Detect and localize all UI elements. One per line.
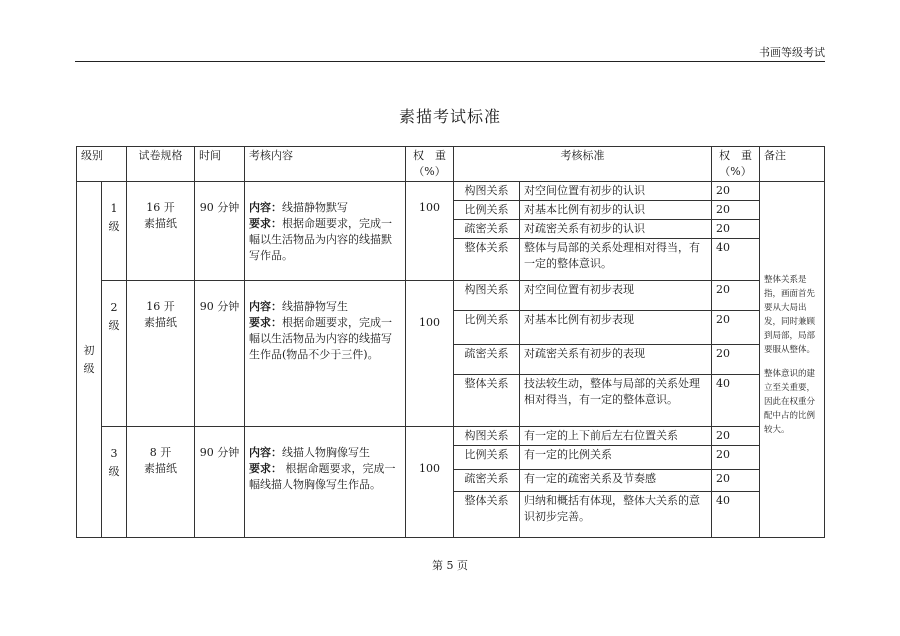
exam-time: 90 分钟: [195, 182, 245, 281]
table-row: [77, 281, 825, 311]
criteria-weight: 40: [712, 375, 760, 427]
table-row: [77, 182, 825, 201]
criteria-weight: 20: [712, 182, 760, 201]
exam-content: 内容：线描静物写生 要求：根据命题要求，完成一幅以生活物品为内容的线描写生作品(物品不少于三件)。: [245, 281, 406, 427]
exam-time: 90 分钟: [195, 427, 245, 538]
criteria-standard: 对疏密关系有初步的认识: [520, 220, 712, 239]
criteria-aspect: 比例关系: [454, 201, 520, 220]
criteria-standard: 对空间位置有初步表现: [520, 281, 712, 311]
criteria-standard: 对基本比例有初步表现: [520, 311, 712, 345]
content-weight: 100: [406, 427, 454, 538]
criteria-weight: 40: [712, 239, 760, 281]
col-weight2-unit: （%）: [719, 165, 752, 178]
standards-table: [76, 146, 825, 538]
col-time: 时间: [195, 147, 245, 182]
col-criteria: 考核标准: [454, 147, 712, 182]
col-weight2: [712, 147, 760, 182]
criteria-standard: 技法较生动，整体与局部的关系处理相对得当，有一定的整体意识。: [520, 375, 712, 427]
grade-number: 3 级: [102, 427, 127, 538]
col-weight: [406, 147, 454, 182]
note-item: 整体关系是指，画面首先要从大局出发，同时兼顾到局部，局部要服从整体。: [764, 274, 816, 355]
criteria-aspect: 疏密关系: [454, 345, 520, 375]
criteria-aspect: 整体关系: [454, 239, 520, 281]
criteria-weight: 20: [712, 281, 760, 311]
criteria-aspect: 比例关系: [454, 311, 520, 345]
criteria-aspect: 构图关系: [454, 182, 520, 201]
page-number: 第 5 页: [432, 559, 468, 572]
table-header-row: [77, 147, 825, 182]
paper-spec: 16 开 素描纸: [127, 281, 195, 427]
col-notes: 备注: [760, 147, 825, 182]
col-paper: 试卷规格: [127, 147, 195, 182]
criteria-standard: 有一定的比例关系: [520, 446, 712, 470]
exam-content: 内容：线描人物胸像写生 要求： 根据命题要求，完成一幅线描人物胸像写生作品。: [245, 427, 406, 538]
criteria-aspect: 构图关系: [454, 281, 520, 311]
paper-spec: 8 开 素描纸: [127, 427, 195, 538]
criteria-weight: 20: [712, 201, 760, 220]
grade-number: 1 级: [102, 182, 127, 281]
criteria-standard: 归纳和概括有体现，整体大关系的意识初步完善。: [520, 492, 712, 538]
criteria-weight: 20: [712, 345, 760, 375]
col-content: 考核内容: [245, 147, 406, 182]
criteria-standard: 对空间位置有初步的认识: [520, 182, 712, 201]
col-level: 级别: [77, 147, 127, 182]
content-weight: 100: [406, 281, 454, 427]
criteria-weight: 20: [712, 311, 760, 345]
criteria-standard: 有一定的疏密关系及节奏感: [520, 470, 712, 492]
header-rule: [75, 61, 825, 62]
col-weight-label: 权 重: [413, 149, 446, 162]
level-group-label: 初级: [83, 343, 95, 375]
exam-time: 90 分钟: [195, 281, 245, 427]
paper-spec: 16 开 素描纸: [127, 182, 195, 281]
criteria-aspect: 构图关系: [454, 427, 520, 446]
criteria-aspect: 疏密关系: [454, 220, 520, 239]
criteria-weight: 20: [712, 470, 760, 492]
criteria-weight: 20: [712, 427, 760, 446]
criteria-standard: 有一定的上下前后左右位置关系: [520, 427, 712, 446]
criteria-aspect: 比例关系: [454, 446, 520, 470]
grade-number: 2 级: [102, 281, 127, 427]
level-group: [77, 182, 102, 538]
col-weight2-label: 权 重: [719, 149, 752, 162]
criteria-weight: 20: [712, 446, 760, 470]
criteria-aspect: 疏密关系: [454, 470, 520, 492]
criteria-weight: 20: [712, 220, 760, 239]
exam-content: 内容：线描静物默写 要求：根据命题要求，完成一幅以生活物品为内容的线描默写作品。: [245, 182, 406, 281]
page-title: 素描考试标准: [398, 107, 501, 126]
criteria-aspect: 整体关系: [454, 492, 520, 538]
criteria-aspect: 整体关系: [454, 375, 520, 427]
criteria-weight: 40: [712, 492, 760, 538]
criteria-standard: 整体与局部的关系处理相对得当，有一定的整体意识。: [520, 239, 712, 281]
notes-cell: [760, 182, 825, 538]
col-weight-unit: （%）: [413, 165, 446, 178]
note-item: 整体意识的建立至关重要，因此在权重分配中占的比例较大。: [764, 368, 816, 435]
table-row: [77, 427, 825, 446]
content-weight: 100: [406, 182, 454, 281]
criteria-standard: 对基本比例有初步的认识: [520, 201, 712, 220]
header-title: 书画等级考试: [759, 46, 825, 59]
criteria-standard: 对疏密关系有初步的表现: [520, 345, 712, 375]
